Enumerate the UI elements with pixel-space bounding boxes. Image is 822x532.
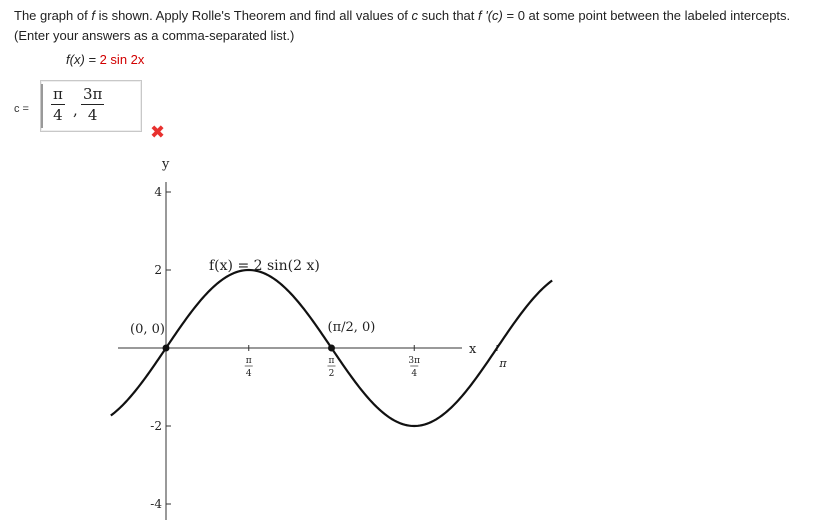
question-part: is shown. Apply Rolle's Theorem and find all values of bbox=[94, 8, 412, 23]
answer-separator: , bbox=[73, 101, 78, 119]
x-tick-label-den: 2 bbox=[328, 369, 335, 379]
intercept-point bbox=[328, 345, 335, 352]
fraction-denominator: 4 bbox=[87, 106, 98, 124]
y-tick-label: 4 bbox=[154, 185, 162, 199]
x-tick-label-num: π bbox=[328, 356, 335, 366]
y-axis-label: y bbox=[162, 157, 170, 172]
question-part: such that bbox=[418, 8, 479, 23]
question-c: c bbox=[411, 8, 419, 23]
curve-label: f(x) = 2 sin(2 x) bbox=[209, 258, 320, 274]
x-tick-label: π bbox=[499, 357, 507, 370]
question-f: f bbox=[91, 8, 95, 23]
point-label: (π/2, 0) bbox=[327, 320, 376, 335]
x-axis-label: x bbox=[469, 342, 477, 357]
x-tick-label-den: 4 bbox=[411, 369, 418, 379]
x-tick-label-num: π bbox=[245, 356, 252, 366]
x-mark-icon: ✖ bbox=[150, 122, 166, 143]
fraction-numerator: π bbox=[53, 85, 63, 103]
x-tick-label-den: 4 bbox=[245, 369, 252, 379]
fraction-denominator: 4 bbox=[53, 106, 63, 124]
y-tick-label: -2 bbox=[150, 419, 162, 433]
answer-label: c = bbox=[14, 103, 29, 115]
function-rhs: 2 sin 2x bbox=[99, 52, 145, 67]
function-lhs: f(x) = bbox=[66, 52, 100, 67]
question-fprime: f '(c) bbox=[478, 8, 503, 23]
point-label: (0, 0) bbox=[130, 322, 165, 337]
fraction-numerator: 3π bbox=[83, 85, 103, 103]
question-part: The graph of bbox=[14, 8, 92, 23]
x-tick-label-num: 3π bbox=[408, 356, 421, 366]
y-tick-label: 2 bbox=[154, 263, 162, 277]
intercept-point bbox=[163, 345, 170, 352]
y-tick-label: -4 bbox=[150, 497, 162, 511]
question-part: = 0 at some point between the labeled intercepts. (Enter your answers as a comma-separated list.) bbox=[14, 8, 791, 43]
